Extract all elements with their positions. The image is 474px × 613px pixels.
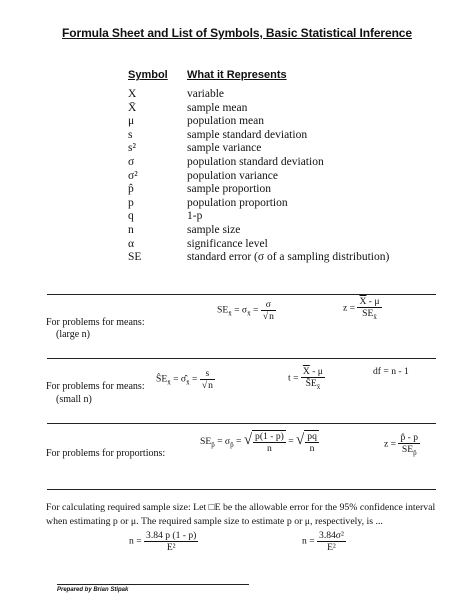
meaning-cell: population mean — [187, 115, 264, 128]
footer-divider — [57, 584, 249, 585]
proportions-label: For problems for proportions: — [46, 448, 166, 459]
symbol-column-header: Symbol — [128, 69, 168, 81]
fraction: $\frac{\text{3.84σ²}}{\text{E²}}$ — [319, 530, 344, 553]
sample-size-instructions: For calculating required sample size: Let □E be the allowable error for the 95% confidence interval when estimating p or μ. The required sample size to estimate p or μ, respectively, is ... — [46, 502, 436, 527]
meaning-cell: sample mean — [187, 101, 248, 114]
meaning-cell: sample standard deviation — [187, 128, 308, 141]
symbol-cell: s² — [128, 142, 136, 155]
small-means-label: For problems for means: — [46, 381, 145, 392]
large-means-sublabel: (large n) — [56, 329, 90, 340]
symbol-cell: p — [128, 196, 134, 209]
symbol-cell: σ² — [128, 169, 138, 182]
author-credit: Prepared by Brian Stipak — [57, 587, 129, 593]
page-title: Formula Sheet and List of Symbols, Basic Statistical Inference — [62, 26, 412, 40]
meaning-cell: sample size — [187, 223, 241, 236]
meaning-cell: standard error (σ of a sampling distribution) — [187, 251, 390, 264]
fraction: $\frac{3.84 p (1 - p)}{\text{E²}}$ — [146, 530, 197, 553]
fraction: $\frac{s}{√n}$ — [201, 368, 213, 391]
meaning-cell: population variance — [187, 169, 279, 182]
fraction: $\frac{\overline{X} - \mu}{ŜE_{x̄}}$ — [302, 366, 323, 391]
symbol-cell: μ — [128, 115, 135, 128]
fraction: $\frac{p(1 - p)}{n}$ — [252, 430, 286, 454]
meaning-column — [187, 88, 389, 265]
meaning-column-header: What it Represents — [187, 69, 287, 81]
section-divider — [47, 489, 436, 490]
fraction: $\frac{pq}{n}$ — [304, 430, 319, 454]
meaning-cell: significance level — [187, 237, 268, 250]
meaning-cell: variable — [187, 88, 225, 100]
se-hat-mean-formula: $ŜE_{x̄}$ = $\sigmâ_{x̄}$ = $\frac{s}{√n}$ — [156, 368, 213, 391]
fraction: $\frac{\sigma}{√n}$ — [262, 299, 274, 322]
meaning-cell: sample variance — [187, 142, 262, 155]
large-means-label: For problems for means: — [46, 317, 145, 328]
small-means-sublabel: (small n) — [56, 394, 92, 405]
fraction: $\frac{\overline{X} - \mu}{SE_{x̄}}$ — [359, 296, 380, 321]
section-divider — [47, 294, 436, 295]
symbol-cell: q — [128, 210, 134, 223]
df-formula: df = n - 1 — [373, 366, 409, 377]
symbol-column — [128, 88, 141, 265]
section-divider — [47, 358, 436, 359]
symbol-cell: s — [128, 128, 133, 141]
meaning-cell: sample proportion — [187, 183, 271, 196]
symbol-cell: SE — [128, 251, 142, 264]
n-mean-formula: n = $\frac{\text{3.84σ²}}{\text{E²}}$ — [302, 530, 344, 553]
z-proportion-formula: z = $\frac{p̂ - p}{SE_{p̂}}$ — [384, 432, 419, 457]
meaning-cell: population standard deviation — [187, 155, 324, 168]
symbol-cell: σ — [128, 155, 135, 168]
t-formula: t = $\frac{\overline{X} - \mu}{ŜE_{x̄}}$ — [288, 366, 323, 391]
meaning-cell: population proportion — [187, 196, 288, 209]
symbol-cell: n — [128, 223, 134, 236]
se-mean-formula: $SE_{x̄} = \sigma_{x̄}$ = $\frac{\sigma}{√n}$ — [217, 299, 274, 322]
symbol-cell: p̂ — [128, 183, 134, 196]
meaning-cell: 1-p — [187, 210, 203, 223]
n-proportion-formula: n = $\frac{3.84 p (1 - p)}{\text{E²}}$ — [129, 530, 197, 553]
z-mean-formula: z = $\frac{\overline{X} - \mu}{SE_{x̄}}$ — [343, 296, 380, 321]
section-divider — [47, 423, 436, 424]
se-proportion-formula: $SE_{p̂} = \sigma_{p̂}$ = √ $\frac{p(1 - p)}{n}$ = √ $\frac{pq}{n}$ — [200, 431, 317, 454]
symbol-cell: α — [128, 237, 135, 250]
fraction: $\frac{p̂ - p}{SE_{p̂}}$ — [400, 432, 419, 457]
symbol-cell: X̄ — [128, 101, 137, 114]
symbol-cell: X — [128, 88, 137, 100]
